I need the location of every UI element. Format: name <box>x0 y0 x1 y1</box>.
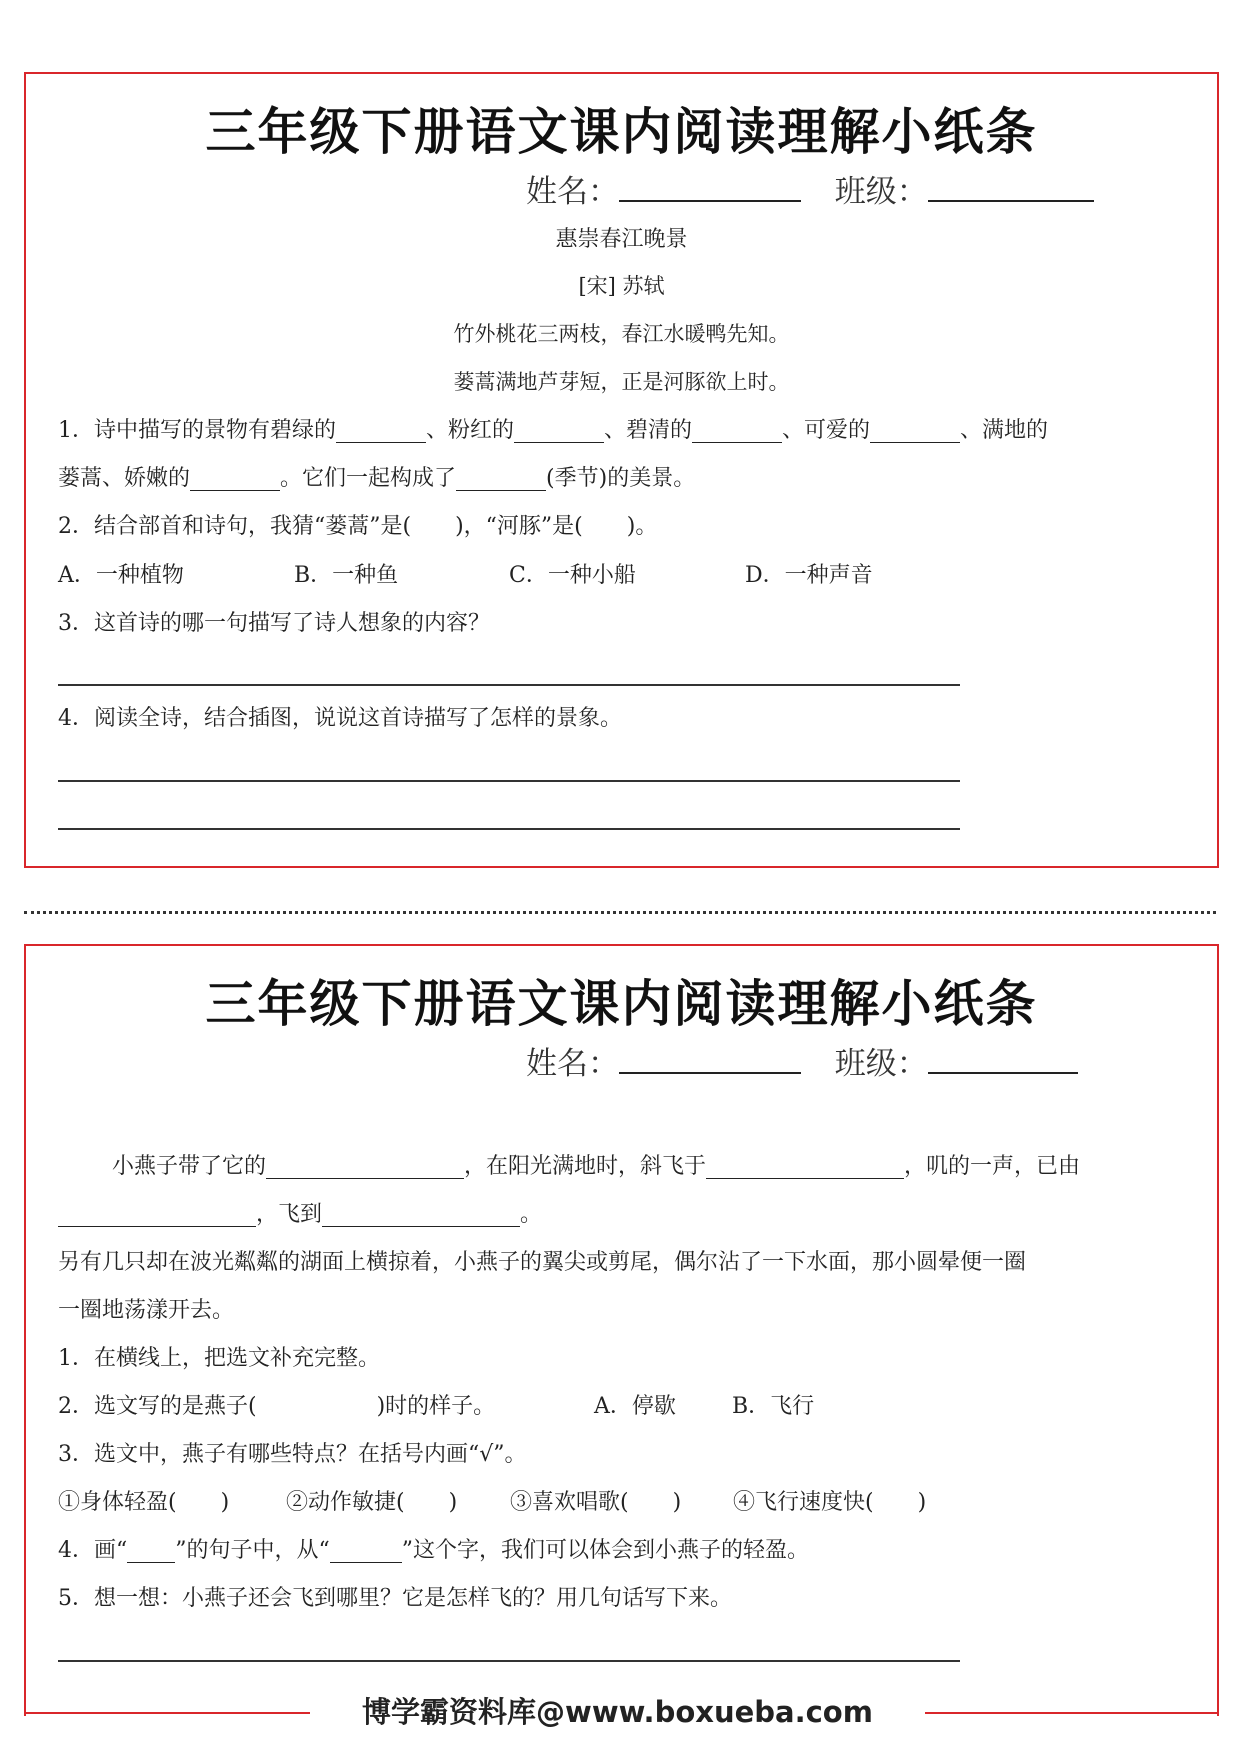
worksheet-card-2 <box>24 944 1219 1716</box>
question-5: 5．想一想：小燕子还会飞到哪里？它是怎样飞的？用几句话写下来。 <box>58 1586 732 1611</box>
name-field[interactable] <box>619 1072 801 1074</box>
name-label: 姓名： <box>526 174 619 210</box>
question-2: 2．选文写的是燕子( )时的样子。 <box>58 1394 496 1419</box>
worksheet-title: 三年级下册语文课内阅读理解小纸条 <box>205 103 1038 161</box>
trait-2: ②动作敏捷( ) <box>286 1490 458 1515</box>
option-d: D．一种声音 <box>745 563 873 588</box>
class-label: 班级： <box>834 1046 928 1082</box>
question-4: 4．阅读全诗，结合插图，说说这首诗描写了怎样的景象。 <box>58 706 622 731</box>
answer-blank[interactable] <box>322 1204 520 1227</box>
answer-blank[interactable] <box>706 1156 904 1179</box>
q2-option-b: B．飞行 <box>732 1394 815 1419</box>
trait-4: ④飞行速度快( ) <box>733 1490 927 1515</box>
poem-line-1: 竹外桃花三两枝，春江水暖鸭先知。 <box>453 322 790 346</box>
question-2: 2．结合部首和诗句，我猜“蒌蒿”是( )，“河豚”是( )。 <box>58 514 658 539</box>
worksheet-title: 三年级下册语文课内阅读理解小纸条 <box>205 975 1038 1033</box>
answer-line[interactable] <box>58 780 960 782</box>
answer-blank[interactable] <box>330 1540 402 1563</box>
answer-blank[interactable] <box>58 1204 256 1227</box>
question-1-line-1: 1．诗中描写的景物有碧绿的 、粉红的 、碧清的 、可爱的 、满地的 <box>58 418 1049 443</box>
class-field[interactable] <box>928 200 1094 202</box>
question-3: 3．选文中，燕子有哪些特点？在括号内画“√”。 <box>58 1442 527 1467</box>
answer-blank[interactable] <box>190 468 280 491</box>
dotted-cut-line <box>24 911 1216 914</box>
answer-blank[interactable] <box>870 420 960 443</box>
passage-line-4: 一圈地荡漾开去。 <box>58 1298 235 1323</box>
option-b: B．一种鱼 <box>294 563 399 588</box>
answer-blank[interactable] <box>692 420 782 443</box>
name-label: 姓名： <box>526 1046 619 1082</box>
answer-blank[interactable] <box>266 1156 464 1179</box>
name-field[interactable] <box>619 200 801 202</box>
answer-blank[interactable] <box>127 1540 175 1563</box>
poem-title: 惠崇春江晚景 <box>555 227 688 252</box>
footer-rule-left <box>24 1712 310 1714</box>
poem-line-2: 蒌蒿满地芦芽短，正是河豚欲上时。 <box>453 370 790 394</box>
question-3: 3．这首诗的哪一句描写了诗人想象的内容？ <box>58 611 490 636</box>
footer-rule-right <box>925 1712 1218 1714</box>
question-4: 4．画“ ”的句子中，从“ ”这个字，我们可以体会到小燕子的轻盈。 <box>58 1538 809 1563</box>
question-1-line-2: 蒌蒿、娇嫩的 。它们一起构成了 (季节)的美景。 <box>58 466 696 491</box>
answer-blank[interactable] <box>336 420 426 443</box>
class-field[interactable] <box>928 1072 1078 1074</box>
option-c: C．一种小船 <box>509 563 636 588</box>
poem-author: [宋] 苏轼 <box>578 274 665 298</box>
option-a: A．一种植物 <box>58 563 184 588</box>
name-class-row <box>526 166 1094 211</box>
trait-3: ③喜欢唱歌( ) <box>510 1490 682 1515</box>
answer-line[interactable] <box>58 684 960 686</box>
passage-line-3: 另有几只却在波光粼粼的湖面上横掠着，小燕子的翼尖或剪尾，偶尔沾了一下水面，那小圆晕便一圈 <box>58 1250 1027 1275</box>
passage-line-2: ，飞到 。 <box>58 1197 542 1228</box>
answer-blank[interactable] <box>514 420 604 443</box>
answer-blank[interactable] <box>456 468 546 491</box>
q2-option-a: A．停歇 <box>594 1394 676 1419</box>
worksheet-card-1 <box>24 72 1219 868</box>
trait-1: ①身体轻盈( ) <box>58 1490 230 1515</box>
passage-line-1: 小燕子带了它的 ，在阳光满地时，斜飞于 ，叽的一声，已由 <box>112 1154 1081 1179</box>
answer-line[interactable] <box>58 1660 960 1662</box>
question-1: 1．在横线上，把选文补充完整。 <box>58 1346 380 1371</box>
footer-watermark: 博学霸资料库@www.boxueba.com <box>362 1695 873 1729</box>
answer-line[interactable] <box>58 828 960 830</box>
class-label: 班级： <box>834 174 928 210</box>
name-class-row <box>526 1038 1078 1083</box>
